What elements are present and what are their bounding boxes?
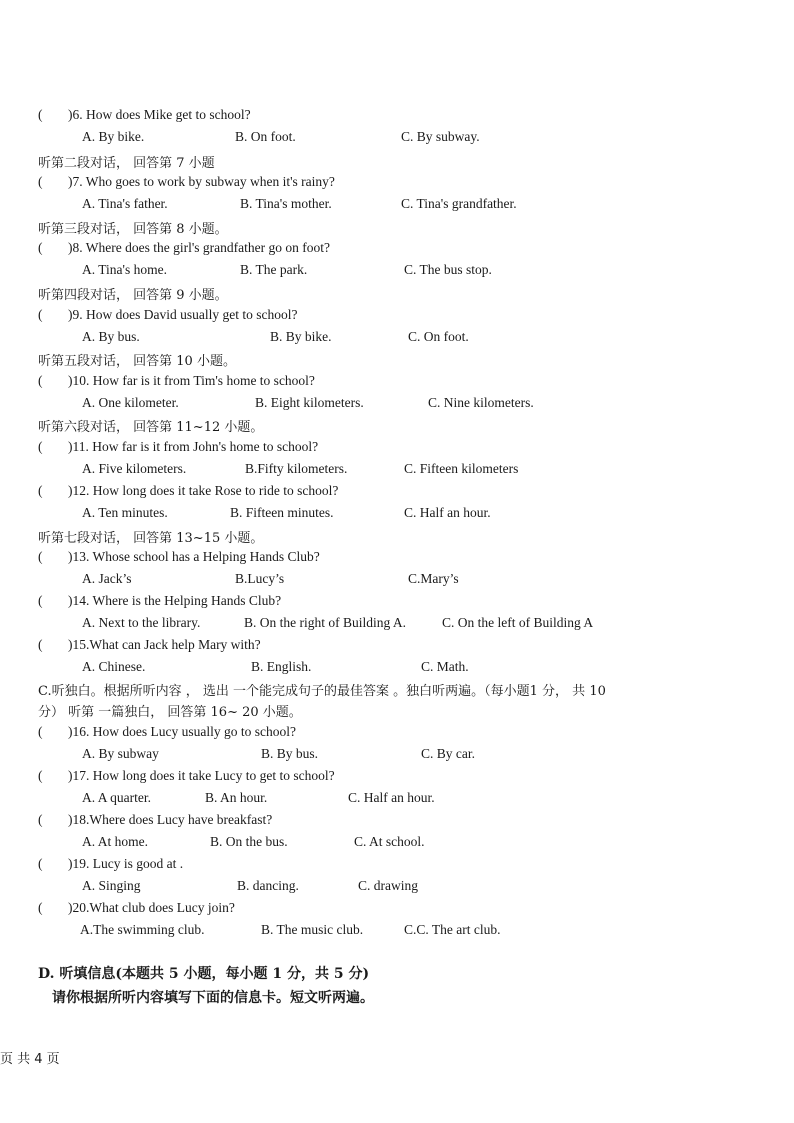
answer-option: B. By bus. xyxy=(261,746,319,761)
answer-option: A. Five kilometers. xyxy=(82,461,187,476)
question-text: )17. How long does it take Lucy to get to school? xyxy=(68,768,335,783)
question-text: )8. Where does the girl's grandfather go on foot? xyxy=(68,240,330,255)
answer-option: A. Chinese. xyxy=(82,659,146,674)
question-text: )18.Where does Lucy have breakfast? xyxy=(68,812,273,827)
answer-option: B. dancing. xyxy=(237,878,299,893)
answer-option: B.Fifty kilometers. xyxy=(245,461,348,476)
page-footer: 页 共 4 页 xyxy=(0,1052,60,1067)
answer-option: C. The bus stop. xyxy=(404,262,492,277)
answer-blank[interactable]: ( xyxy=(38,812,43,827)
answer-blank[interactable]: ( xyxy=(38,483,43,498)
question-9 xyxy=(38,307,297,323)
answer-blank[interactable]: ( xyxy=(38,107,43,122)
answer-option: C. Half an hour. xyxy=(404,505,491,520)
question-19 xyxy=(38,856,183,872)
question-6 xyxy=(38,107,251,123)
answer-option: A. Jack’s xyxy=(82,571,132,586)
answer-option: C. By subway. xyxy=(401,129,480,144)
section-instruction: 听第四段对话， 回答第 9 小题。 xyxy=(38,288,228,303)
answer-blank[interactable]: ( xyxy=(38,637,43,652)
answer-blank[interactable]: ( xyxy=(38,174,43,189)
answer-option: A. A quarter. xyxy=(82,790,151,805)
section-instruction: C.听独白。根据所听内容 ， 选出 一个能完成句子的最佳答案 。独白听两遍。（每小题1 分， 共 10 xyxy=(38,684,606,699)
answer-blank[interactable]: ( xyxy=(38,724,43,739)
answer-option: A. Tina's father. xyxy=(82,196,168,211)
section-instruction: 听第三段对话， 回答第 8 小题。 xyxy=(38,222,228,237)
section-d-title: D. 听填信息(本题共 5 小题，每小题 1 分，共 5 分) xyxy=(38,966,370,982)
answer-option: C. Nine kilometers. xyxy=(428,395,534,410)
answer-option: C. On foot. xyxy=(408,329,469,344)
answer-option: A. Next to the library. xyxy=(82,615,201,630)
question-text: )19. Lucy is good at . xyxy=(68,856,184,871)
question-17 xyxy=(38,768,335,784)
question-10 xyxy=(38,373,315,389)
question-18 xyxy=(38,812,272,828)
question-11 xyxy=(38,439,318,455)
answer-option: C. Half an hour. xyxy=(348,790,435,805)
question-text: )6. How does Mike get to school? xyxy=(68,107,251,122)
answer-blank[interactable]: ( xyxy=(38,240,43,255)
question-text: )12. How long does it take Rose to ride to school? xyxy=(68,483,339,498)
question-15 xyxy=(38,637,261,653)
answer-option: B. Fifteen minutes. xyxy=(230,505,334,520)
question-text: )14. Where is the Helping Hands Club? xyxy=(68,593,282,608)
answer-option: B. An hour. xyxy=(205,790,268,805)
answer-blank[interactable]: ( xyxy=(38,593,43,608)
answer-blank[interactable]: ( xyxy=(38,307,43,322)
question-text: )20.What club does Lucy join? xyxy=(68,900,235,915)
answer-option: B. On the right of Building A. xyxy=(244,615,406,630)
answer-blank[interactable]: ( xyxy=(38,439,43,454)
section-d-instruction: 请你根据所听内容填写下面的信息卡。短文听两遍。 xyxy=(52,990,374,1006)
answer-option: C.C. The art club. xyxy=(404,922,501,937)
answer-option: A. One kilometer. xyxy=(82,395,179,410)
answer-option: A. At home. xyxy=(82,834,148,849)
answer-option: B. Eight kilometers. xyxy=(255,395,364,410)
question-12 xyxy=(38,483,338,499)
answer-option: C.Mary’s xyxy=(408,571,459,586)
question-text: )15.What can Jack help Mary with? xyxy=(68,637,261,652)
question-text: )7. Who goes to work by subway when it's rainy? xyxy=(68,174,335,189)
question-13 xyxy=(38,549,320,565)
answer-blank[interactable]: ( xyxy=(38,373,43,388)
question-text: )10. How far is it from Tim's home to school? xyxy=(68,373,315,388)
section-instruction: 听第七段对话， 回答第 13~15 小题。 xyxy=(38,531,264,546)
answer-blank[interactable]: ( xyxy=(38,900,43,915)
answer-option: A.The swimming club. xyxy=(80,922,205,937)
answer-option: C. Tina's grandfather. xyxy=(401,196,517,211)
section-instruction: 听第五段对话， 回答第 10 小题。 xyxy=(38,354,236,369)
section-instruction: 听第二段对话， 回答第 7 小题 xyxy=(38,156,215,171)
question-16 xyxy=(38,724,296,740)
question-text: )9. How does David usually get to school? xyxy=(68,307,298,322)
answer-option: C. At school. xyxy=(354,834,425,849)
question-8 xyxy=(38,240,330,256)
question-7 xyxy=(38,174,335,190)
answer-option: C. drawing xyxy=(358,878,418,893)
answer-option: B. On the bus. xyxy=(210,834,288,849)
answer-blank[interactable]: ( xyxy=(38,856,43,871)
answer-option: B. Tina's mother. xyxy=(240,196,332,211)
answer-option: C. Math. xyxy=(421,659,469,674)
question-text: )13. Whose school has a Helping Hands Club? xyxy=(68,549,320,564)
question-text: )11. How far is it from John's home to school? xyxy=(68,439,319,454)
answer-blank[interactable]: ( xyxy=(38,549,43,564)
question-20 xyxy=(38,900,235,916)
answer-option: C. By car. xyxy=(421,746,475,761)
answer-option: B. English. xyxy=(251,659,312,674)
answer-option: B. On foot. xyxy=(235,129,296,144)
answer-option: A. By subway xyxy=(82,746,159,761)
answer-option: A. Singing xyxy=(82,878,141,893)
answer-option: B.Lucy’s xyxy=(235,571,285,586)
section-instruction: 听第六段对话， 回答第 11~12 小题。 xyxy=(38,420,264,435)
answer-option: B. The park. xyxy=(240,262,308,277)
question-14 xyxy=(38,593,281,609)
answer-option: A. By bus. xyxy=(82,329,140,344)
answer-option: C. On the left of Building A xyxy=(442,615,594,630)
answer-option: A. Tina's home. xyxy=(82,262,167,277)
answer-blank[interactable]: ( xyxy=(38,768,43,783)
question-text: )16. How does Lucy usually go to school? xyxy=(68,724,296,739)
answer-option: B. The music club. xyxy=(261,922,364,937)
answer-option: C. Fifteen kilometers xyxy=(404,461,519,476)
answer-option: A. By bike. xyxy=(82,129,145,144)
answer-option: B. By bike. xyxy=(270,329,332,344)
answer-option: A. Ten minutes. xyxy=(82,505,168,520)
section-instruction: 分） 听第 一篇独白， 回答第 16~ 20 小题。 xyxy=(38,705,302,720)
